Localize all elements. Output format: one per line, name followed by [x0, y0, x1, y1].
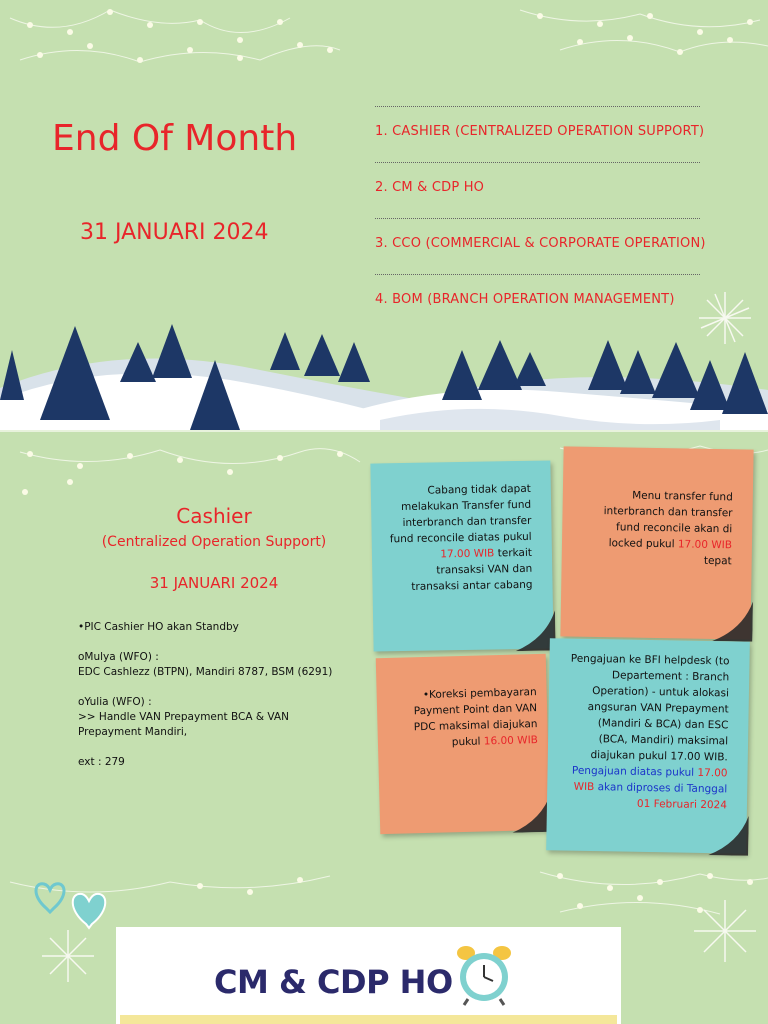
note-date: 01 Februari 2024	[636, 797, 728, 812]
note-text: terkait	[497, 546, 533, 560]
note-time: 16.00 WIB	[483, 734, 539, 748]
note-line: Cabang tidak dapat	[427, 482, 531, 497]
section-subtitle: (Centralized Operation Support)	[101, 534, 327, 550]
text-line	[78, 740, 368, 755]
note-time: 17.00 WIB	[440, 547, 495, 561]
note-line: tepat	[703, 554, 732, 568]
section-title: Cashier	[176, 504, 252, 528]
note-line: interbranch dan transfer	[402, 514, 532, 530]
note-text: Pengajuan diatas pukul	[571, 764, 695, 779]
firework-icon	[690, 896, 760, 966]
note-line: transaksi antar cabang	[411, 578, 533, 593]
text-line: EDC Cashlezz (BTPN), Mandiri 8787, BSM (6291)	[78, 666, 333, 678]
text-line: oYulia (WFO) :	[78, 696, 152, 708]
agenda-item-label: 2. CM & CDP HO	[375, 180, 485, 195]
agenda-item-cco[interactable]	[375, 218, 706, 273]
agenda-list	[375, 106, 706, 336]
string-lights-icon	[0, 0, 768, 80]
note-line: diajukan pukul 17.00 WIB.	[590, 748, 728, 764]
slide-cm-cdp-preview	[116, 927, 621, 1024]
note-line: Operation) - untuk alokasi	[592, 685, 730, 700]
agenda-item-label: 3. CCO (COMMERCIAL & CORPORATE OPERATION)	[375, 236, 706, 251]
event-date: 31 JANUARI 2024	[80, 220, 269, 245]
note-line: melakukan Transfer fund	[401, 498, 532, 514]
slide-cashier	[0, 432, 768, 1024]
sticky-note-menu-lock	[560, 446, 753, 639]
text-line: >> Handle VAN Prepayment BCA & VAN	[78, 711, 289, 723]
alarm-clock-icon	[456, 943, 512, 1007]
note-line: (Mandiri & BCA) dan ESC	[597, 717, 729, 732]
text-line	[78, 680, 368, 695]
slide-title: CM & CDP HO	[214, 963, 453, 1001]
agenda-item-cashier[interactable]	[375, 106, 705, 161]
note-line: Menu transfer fund	[632, 489, 733, 504]
pic-details	[78, 620, 368, 770]
text-line: oMulya (WFO) :	[78, 651, 159, 663]
heart-icon	[30, 876, 110, 930]
note-line: Departement : Branch	[611, 669, 730, 684]
text-line: •PIC Cashier HO akan Standby	[78, 621, 239, 633]
note-time: 17.00	[697, 766, 728, 780]
slide-banner-strip	[120, 1015, 617, 1024]
note-line: (BCA, Mandiri) maksimal	[598, 733, 729, 748]
slide-end-of-month	[0, 0, 768, 430]
text-line: Prepayment Mandiri,	[78, 726, 188, 738]
note-time: WIB	[573, 780, 595, 794]
agenda-item-cm-cdp[interactable]	[375, 162, 700, 217]
note-text: locked pukul	[608, 537, 675, 551]
text-line: ext : 279	[78, 756, 125, 768]
note-line: Pengajuan ke BFI helpdesk (to	[570, 652, 730, 668]
note-line: interbranch dan transfer	[603, 505, 733, 520]
text-line	[78, 635, 368, 650]
note-line: fund reconcile diatas pukul	[389, 530, 532, 546]
note-text: pukul	[451, 735, 481, 749]
note-text: akan diproses di Tanggal	[597, 781, 728, 796]
note-line: Payment Point dan VAN	[413, 702, 538, 718]
agenda-item-label: 4. BOM (BRANCH OPERATION MANAGEMENT)	[375, 292, 675, 307]
note-line: angsuran VAN Prepayment	[587, 700, 729, 716]
winter-landscape	[0, 320, 768, 430]
agenda-item-label: 1. CASHIER (CENTRALIZED OPERATION SUPPORT)	[375, 124, 705, 139]
sticky-note-payment-correction	[376, 654, 551, 834]
page-title: End Of Month	[52, 118, 298, 159]
sticky-note-transfer-cutoff	[370, 460, 553, 651]
note-time: 17.00 WIB	[677, 538, 733, 552]
firework-icon	[38, 926, 98, 986]
note-line: fund reconcile akan di	[616, 521, 733, 536]
section-date: 31 JANUARI 2024	[149, 574, 279, 592]
sticky-note-helpdesk	[546, 638, 750, 853]
note-line: •Koreksi pembayaran	[422, 686, 537, 702]
note-line: PDC maksimal diajukan	[413, 718, 538, 734]
note-line: transaksi VAN dan	[436, 562, 533, 577]
